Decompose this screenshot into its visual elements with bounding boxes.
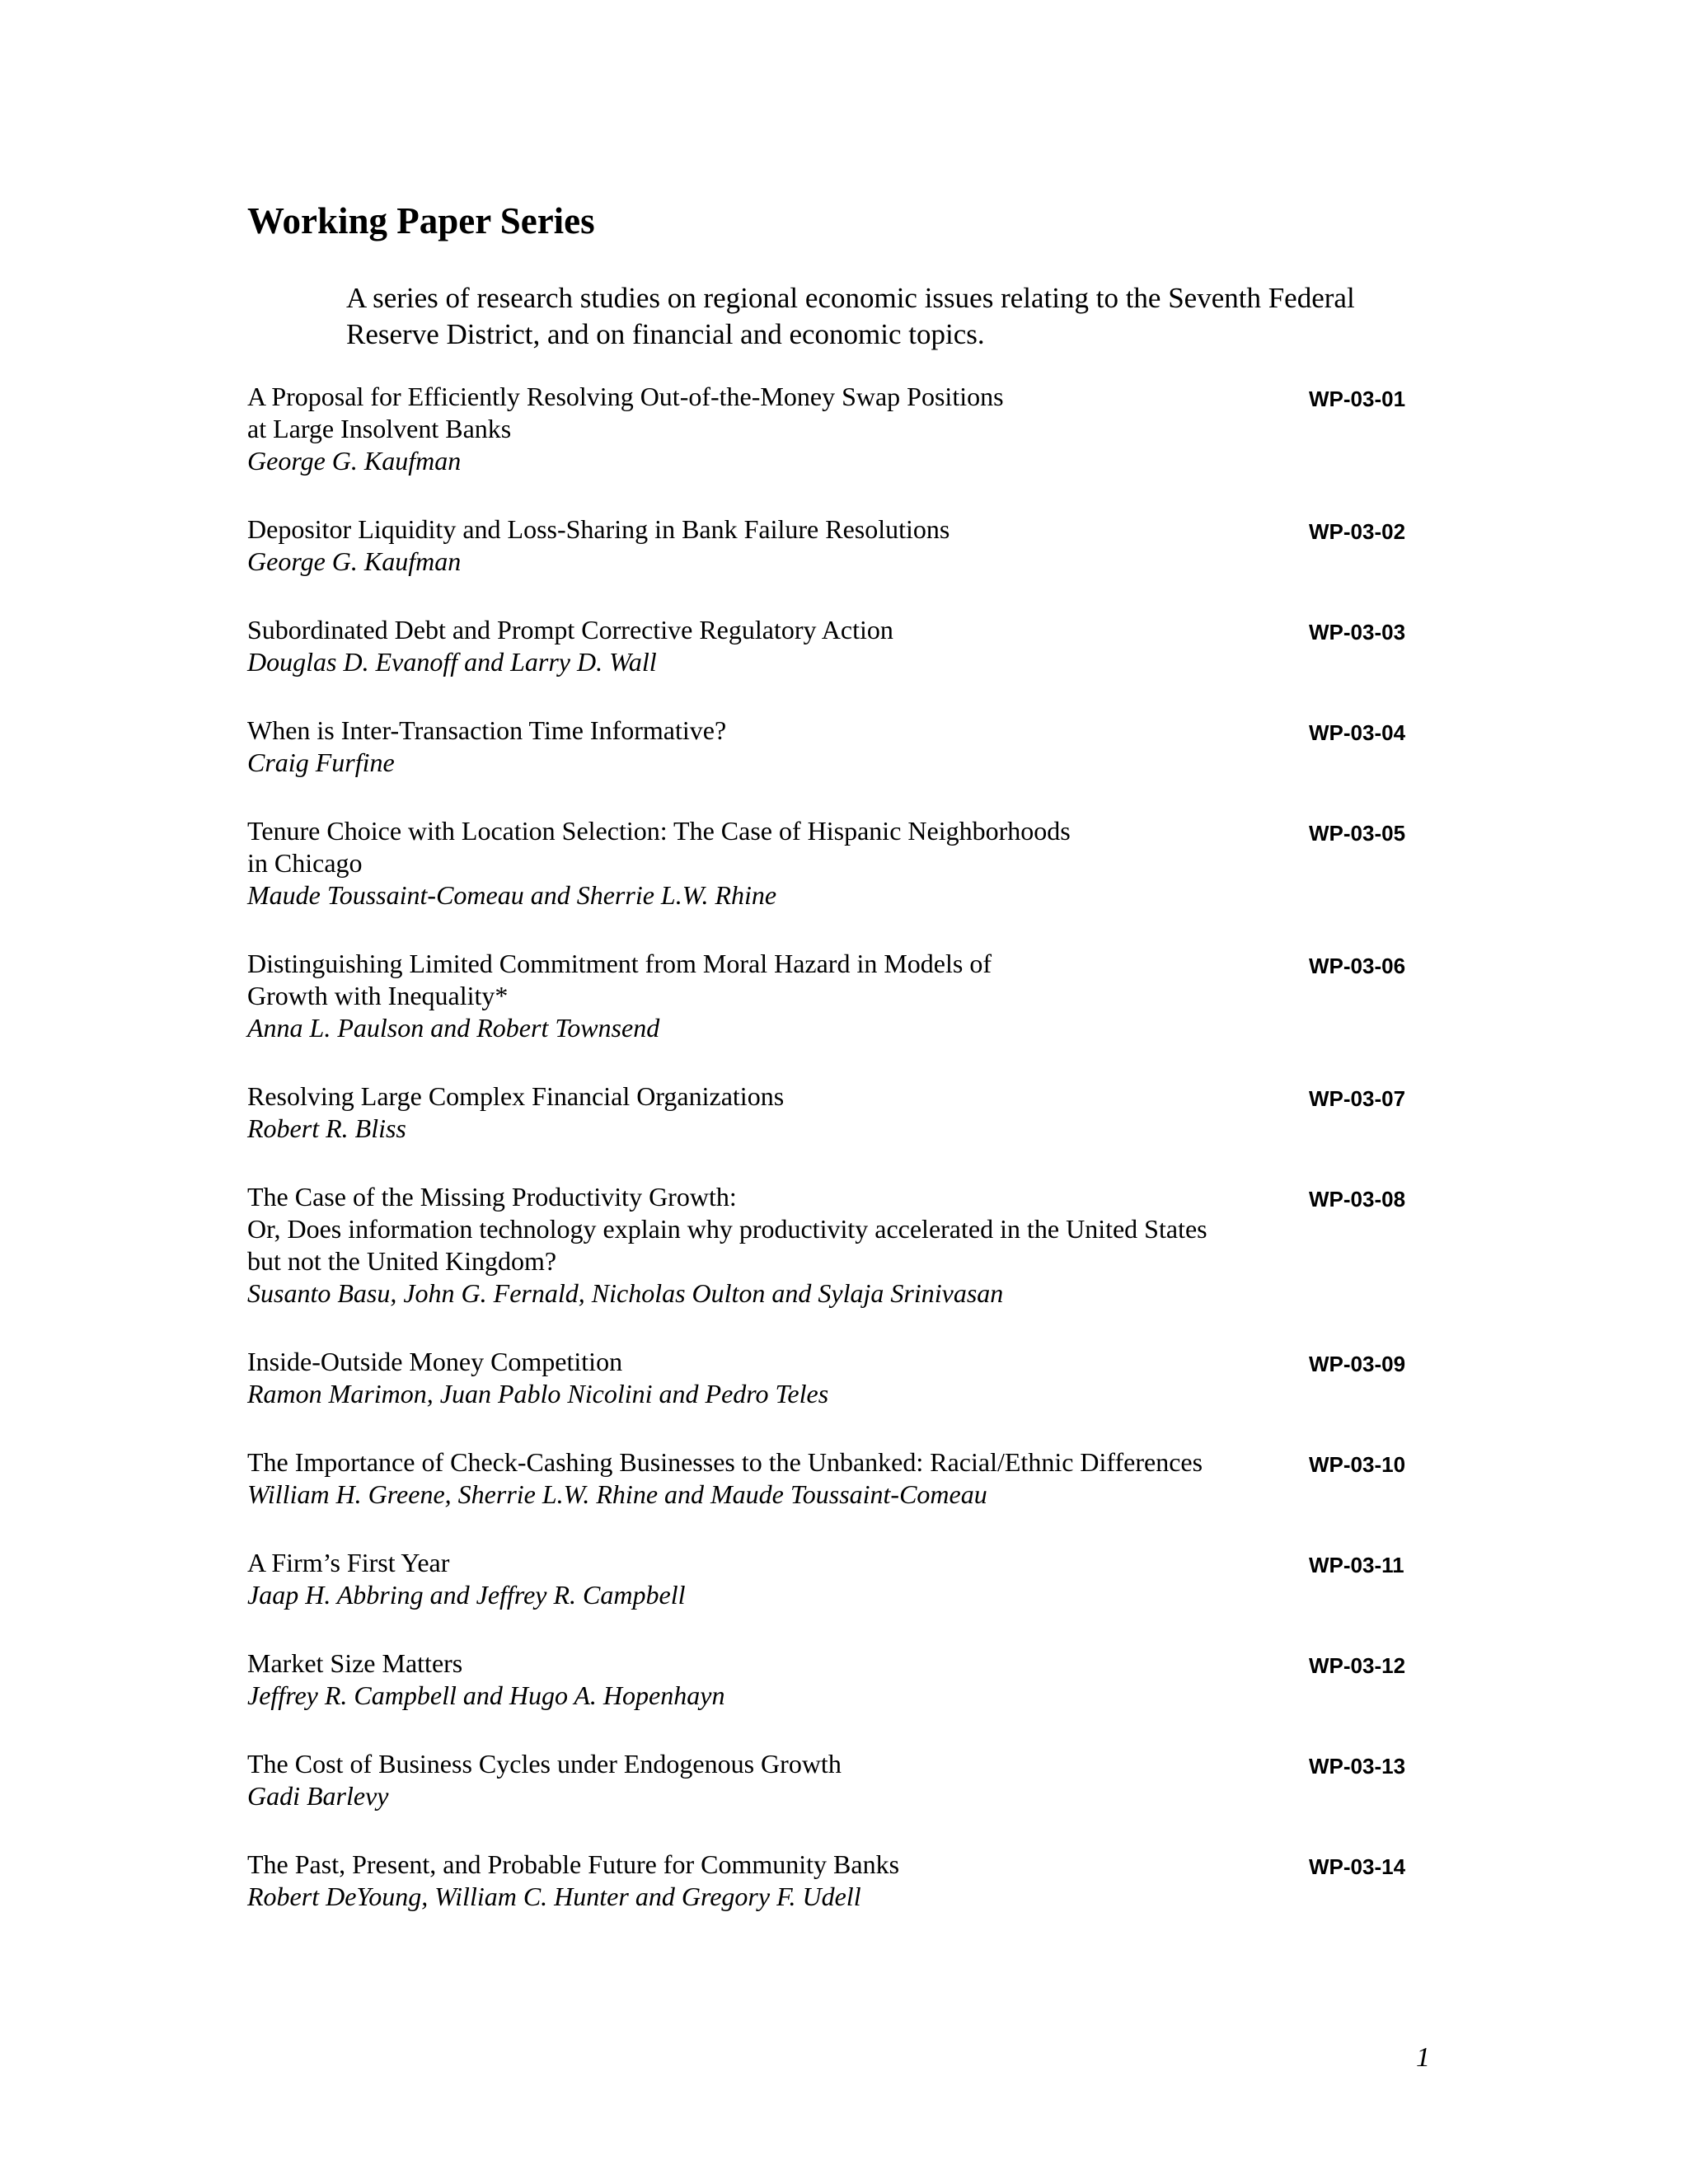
- paper-number: WP-03-10: [1309, 1452, 1406, 1477]
- page-number: 1: [1416, 2042, 1430, 2073]
- paper-title-line: The Cost of Business Cycles under Endogenous Growth: [247, 1749, 842, 1779]
- paper-number: WP-03-11: [1309, 1553, 1404, 1577]
- paper-title-line: Subordinated Debt and Prompt Corrective Regulatory Action: [247, 615, 893, 644]
- paper-authors: William H. Greene, Sherrie L.W. Rhine and Maude Toussaint-Comeau: [247, 1479, 987, 1509]
- paper-number: WP-03-04: [1309, 720, 1406, 745]
- paper-authors: Jaap H. Abbring and Jeffrey R. Campbell: [247, 1580, 686, 1610]
- paper-title-line: The Past, Present, and Probable Future for Community Banks: [247, 1849, 900, 1879]
- paper-number: WP-03-07: [1309, 1086, 1406, 1111]
- paper-authors: Douglas D. Evanoff and Larry D. Wall: [247, 647, 657, 677]
- paper-title-line: Depositor Liquidity and Loss-Sharing in Bank Failure Resolutions: [247, 514, 950, 544]
- page-title: Working Paper Series: [247, 200, 595, 241]
- paper-entry: [247, 948, 1451, 1044]
- paper-number: WP-03-03: [1309, 620, 1406, 644]
- paper-number: WP-03-12: [1309, 1653, 1406, 1678]
- paper-title-line: When is Inter-Transaction Time Informative?: [247, 715, 727, 745]
- paper-number: WP-03-05: [1309, 821, 1406, 846]
- paper-entry: [247, 715, 1451, 779]
- paper-entry: [247, 1080, 1451, 1145]
- paper-authors: Susanto Basu, John G. Fernald, Nicholas Oulton and Sylaja Srinivasan: [247, 1278, 1004, 1308]
- paper-authors: Jeffrey R. Campbell and Hugo A. Hopenhayn: [247, 1680, 725, 1710]
- paper-number: WP-03-14: [1309, 1854, 1406, 1879]
- paper-number: WP-03-01: [1309, 387, 1406, 411]
- paper-title-line: Inside-Outside Money Competition: [247, 1347, 623, 1376]
- paper-title-line: The Case of the Missing Productivity Growth:: [247, 1182, 737, 1212]
- paper-title-line: A Proposal for Efficiently Resolving Out-of-the-Money Swap Positions: [247, 382, 1004, 411]
- paper-number: WP-03-02: [1309, 519, 1406, 544]
- paper-entry: [247, 381, 1451, 477]
- paper-authors: George G. Kaufman: [247, 546, 462, 576]
- paper-authors: Robert DeYoung, William C. Hunter and Gregory F. Udell: [247, 1882, 861, 1911]
- paper-title-line: Or, Does information technology explain why productivity accelerated in the United States: [247, 1214, 1207, 1244]
- paper-number: WP-03-06: [1309, 954, 1406, 978]
- paper-authors: Anna L. Paulson and Robert Townsend: [247, 1013, 660, 1043]
- paper-number: WP-03-08: [1309, 1187, 1406, 1212]
- paper-entry: [247, 815, 1451, 912]
- paper-title-line: Market Size Matters: [247, 1648, 463, 1678]
- paper-title-line: Resolving Large Complex Financial Organizations: [247, 1081, 785, 1111]
- paper-list: [247, 381, 1451, 1913]
- paper-title-line: A Firm’s First Year: [247, 1548, 450, 1577]
- paper-entry: [247, 1547, 1451, 1611]
- paper-entry: [247, 1446, 1451, 1511]
- paper-authors: Robert R. Bliss: [247, 1113, 406, 1143]
- paper-entry: [247, 1849, 1451, 1913]
- paper-title-line: Tenure Choice with Location Selection: The Case of Hispanic Neighborhoods: [247, 816, 1071, 846]
- paper-entry: [247, 1346, 1451, 1410]
- paper-number: WP-03-09: [1309, 1352, 1406, 1376]
- paper-entry: [247, 1748, 1451, 1812]
- paper-entry: [247, 513, 1451, 578]
- paper-authors: Maude Toussaint-Comeau and Sherrie L.W. Rhine: [247, 880, 777, 910]
- paper-title-line: The Importance of Check-Cashing Businesses to the Unbanked: Racial/Ethnic Differences: [247, 1447, 1203, 1477]
- series-description: A series of research studies on regional economic issues relating to the Seventh Federal Reserve District, and on financial and economic topics.: [346, 282, 1355, 350]
- paper-title-line: at Large Insolvent Banks: [247, 414, 512, 443]
- paper-authors: Craig Furfine: [247, 748, 395, 777]
- paper-title-line: Growth with Inequality*: [247, 981, 509, 1010]
- paper-title-line: in Chicago: [247, 848, 363, 878]
- paper-authors: Ramon Marimon, Juan Pablo Nicolini and Pedro Teles: [247, 1379, 829, 1408]
- paper-title-line: but not the United Kingdom?: [247, 1246, 557, 1276]
- paper-authors: Gadi Barlevy: [247, 1781, 389, 1811]
- paper-title-line: Distinguishing Limited Commitment from Moral Hazard in Models of: [247, 949, 992, 978]
- paper-entry: [247, 1181, 1451, 1310]
- paper-entry: [247, 614, 1451, 678]
- paper-authors: George G. Kaufman: [247, 446, 462, 476]
- paper-number: WP-03-13: [1309, 1754, 1406, 1779]
- paper-entry: [247, 1647, 1451, 1712]
